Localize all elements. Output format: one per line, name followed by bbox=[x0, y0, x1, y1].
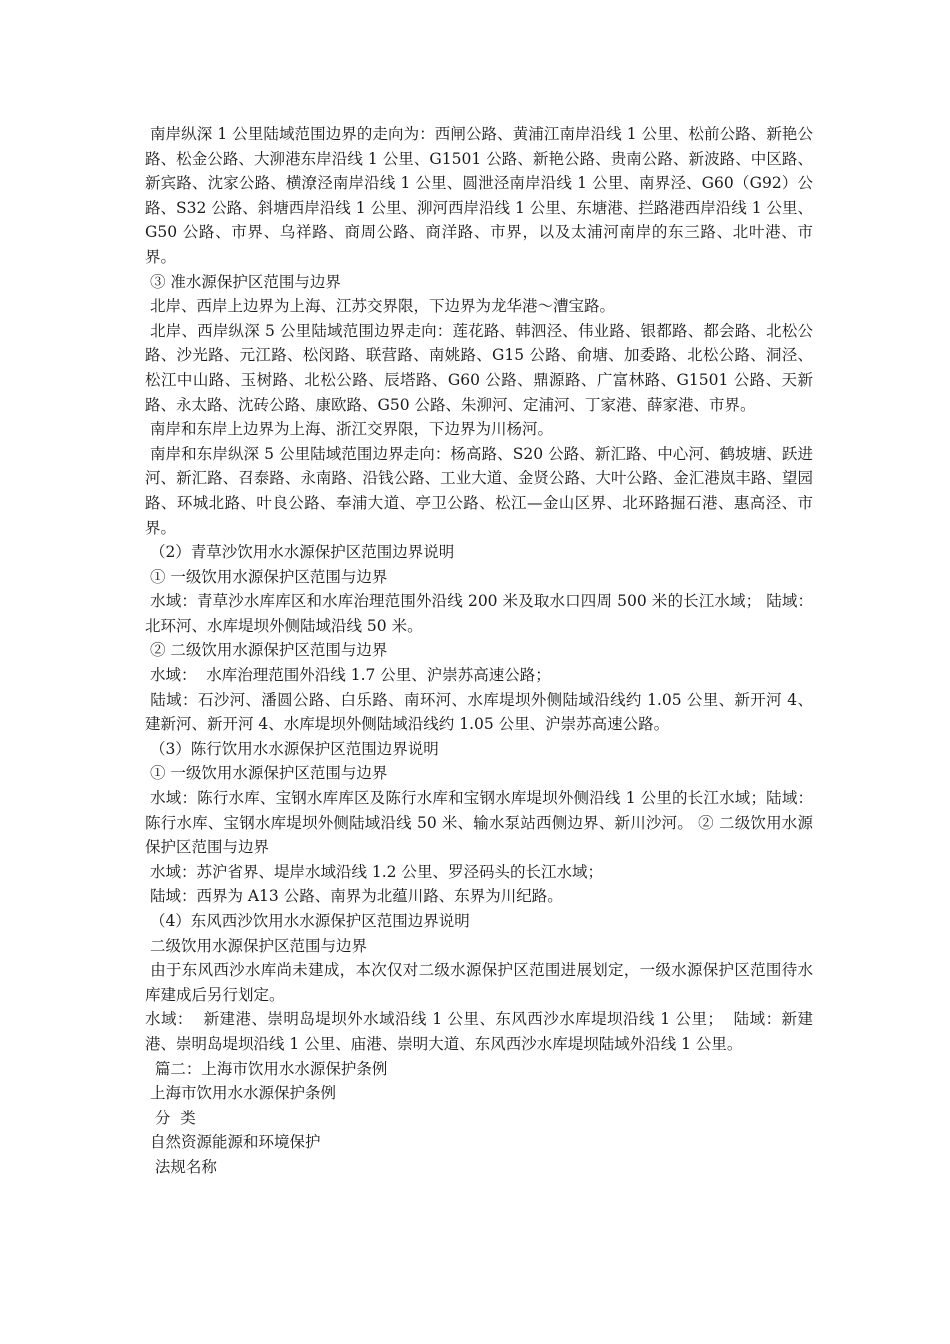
heading-chenhang: （3）陈行饮用水水源保护区范围边界说明 bbox=[145, 739, 439, 758]
heading-dongfengxisha: （4）东风西沙饮用水水源保护区范围边界说明 bbox=[145, 912, 470, 930]
paragraph-north-west-5km: 北岸、西岸纵深 5 公里陆域范围边界走向：莲花路、韩泗泾、伟业路、银都路、都会路、北松公路、沙光路、元江路、松闵路、联营路、南姚路、G15 公路、俞塘、加委路、北松公路、洞泾、松江中山路、玉树路、北松公路、辰塔路、G60 公路、鼎源路、广富林路、G1501 公路、天新路、永太路、沈砖公路、康欧路、G50 公路、朱泖河、定浦河、丁家港、薛家港、市界。 bbox=[145, 321, 814, 414]
paragraph-chenhang-level2-water: 水域：苏沪省界、堤岸水域沿线 1.2 公里、罗泾码头的长江水域； bbox=[145, 862, 603, 881]
paragraph-south-east-bounds: 南岸和东岸上边界为上海、浙江交界限，下边界为川杨河。 bbox=[145, 420, 553, 439]
regulation-title: 上海市饮用水水源保护条例 bbox=[145, 1084, 336, 1103]
heading-quasi-protection-zone: ③ 准水源保护区范围与边界 bbox=[145, 272, 341, 291]
paragraph-south-east-5km: 南岸和东岸纵深 5 公里陆域范围边界走向：杨高路、S20 公路、新汇路、中心河、鹤坡塘、跃进河、新汇路、召泰路、永南路、沿钱公路、工业大道、金贤公路、大叶公路、金汇港岚丰路、望园路、环城北路、叶良公路、奉浦大道、亭卫公路、松江—金山区界、北环路掘石港、惠高泾、市界。 bbox=[145, 444, 813, 537]
heading-article-two: 篇二：上海市饮用水水源保护条例 bbox=[145, 1059, 388, 1078]
paragraph-qingcaosha-level1: 水域：青草沙水库库区和水库治理范围外沿线 200 米及取水口四周 500 米的长江水域； 陆域：北环河、水库堤坝外侧陆域沿线 50 米。 bbox=[145, 592, 813, 635]
heading-dongfengxisha-level2: 二级饮用水源保护区范围与边界 bbox=[145, 936, 367, 955]
heading-qingcaosha: （2）青草沙饮用水水源保护区范围边界说明 bbox=[145, 543, 455, 562]
paragraph-dongfengxisha-bounds: 水域： 新建港、崇明岛堤坝外水域沿线 1 公里、东风西沙水库堤坝沿线 1 公里； 陆域：新建港、崇明岛堤坝沿线 1 公里、庙港、崇明大道、东风西沙水库堤坝陆域外沿线 1 公里。 bbox=[145, 1010, 813, 1053]
category-value: 自然资源能源和环境保护 bbox=[145, 1133, 321, 1152]
document-body bbox=[145, 122, 813, 1180]
heading-qingcaosha-level1: ① 一级饮用水源保护区范围与边界 bbox=[145, 567, 388, 586]
regulation-name-label: 法规名称 bbox=[145, 1157, 217, 1176]
category-label: 分 类 bbox=[145, 1108, 196, 1127]
heading-qingcaosha-level2: ② 二级饮用水源保护区范围与边界 bbox=[145, 641, 388, 660]
paragraph-qingcaosha-level2-land: 陆域：石沙河、潘圆公路、白乐路、南环河、水库堤坝外侧陆域沿线约 1.05 公里、新开河 4、建新河、新开河 4、水库堤坝外侧陆域沿线约 1.05 公里、沪崇苏高速公路。 bbox=[145, 690, 813, 734]
paragraph-dongfengxisha-note: 由于东风西沙水库尚未建成，本次仅对二级水源保护区范围进展划定，一级水源保护区范围待水库建成后另行划定。 bbox=[145, 961, 813, 1004]
paragraph-chenhang-level2-land: 陆域：西界为 A13 公路、南界为北蕴川路、东界为川纪路。 bbox=[145, 887, 563, 906]
paragraph-south-bank-1km: 南岸纵深 1 公里陆域范围边界的走向为：西闸公路、黄浦江南岸沿线 1 公里、松前公路、新艳公路、松金公路、大泖港东岸沿线 1 公里、G1501 公路、新艳公路、贵南公路、新波路、中区路、新宾路、沈家公路、横潦泾南岸沿线 1 公里、圆泄泾南岸沿线 1 公里、南界泾、G60（G92）公路、S32 公路、斜塘西岸沿线 1 公里、泖河西岸沿线 1 公里、东塘港、拦路港西岸沿线 1 公里、G50 公路、市界、乌祥路、商周公路、商洋路、市界，以及太浦河南岸的东三路、北叶港、市界。 bbox=[145, 125, 813, 266]
paragraph-chenhang-level1: 水域：陈行水库、宝钢水库库区及陈行水库和宝钢水库堤坝外侧沿线 1 公里的长江水域；陆域：陈行水库、宝钢水库堤坝外侧陆域沿线 50 米、输水泵站西侧边界、新川沙河。 ② 二级饮用水源保护区范围与边界 bbox=[145, 789, 814, 857]
heading-chenhang-level1: ① 一级饮用水源保护区范围与边界 bbox=[145, 764, 388, 783]
paragraph-north-west-bounds: 北岸、西岸上边界为上海、江苏交界限，下边界为龙华港～漕宝路。 bbox=[145, 297, 615, 316]
paragraph-qingcaosha-level2-water: 水域： 水库治理范围外沿线 1.7 公里、沪崇苏高速公路； bbox=[145, 666, 551, 685]
